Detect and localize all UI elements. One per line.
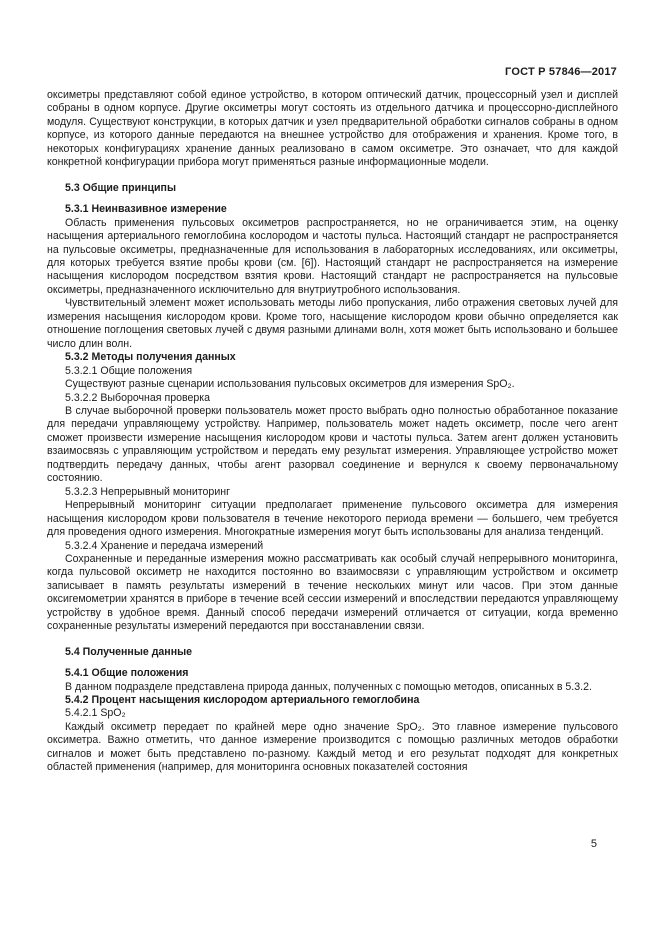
paragraph: В случае выборочной проверки пользователь может просто выбрать одно полностью обработанное показание для передачи управляющему устройству. Например, пользователь может надеть оксиметр, после чего агент сможет произвести измерение насыщения кислородом крови и частоты пульса. Затем агент должен установить взаимосвязь с управляющим устройством и передать ему результат измерения. Управляющее устройство может подтвердить передачу данных, чтобы агент разорвал соединение и вернулся к своему первоначальному состоянию.: [47, 404, 618, 485]
page-number: 5: [590, 838, 597, 850]
document-code-header: ГОСТ Р 57846—2017: [505, 66, 617, 78]
paragraph: Непрерывный мониторинг ситуации предполагает применение пульсового оксиметра для измерения насыщения кислородом крови пользователя в течение некоторого периода времени — большего, чем требуется для проведения одного измерения. Многократные измерения могут быть использованы для анализа тенденций.: [47, 499, 618, 539]
section-heading: 5.3 Общие принципы: [65, 181, 176, 194]
paragraph: Область применения пульсовых оксиметров распространяется, но не ограничивается этим, на оценку насыщения артериального гемоглобина кослородом и частоты пульса. Настоящий стандарт не распространяется на пульсовые оксиметры, предназначенные для использования в лабораторных исследованиях, или оксиметры, для которых требуется взятие пробы крови (см. [6]). Настоящий стандарт не распространяется на измерение насыщения кислородом посредством взятия крови. Настоящий стандарт не распространяется на пульсовые оксиметры, предназначенного исключительно для внутриутробного использования.: [47, 216, 618, 296]
document-content: [47, 89, 618, 775]
paragraph: оксиметры представляют собой единое устройство, в котором оптический датчик, процессорный узел и дисплей собраны в одном корпусе. Другие оксиметры могут состоять из отдельного датчика и процессорно-дисплейного модуля. Существуют конструкции, в которых датчик и узел предварительной обработки сигналов собраны в одном корпусе, из которого данные передаются на внешнее устройство для отображения и хранения. Кроме того, в некоторых конфигурациях хранение данных реализовано в самом оксиметре. Это означает, что для каждой конкретной конфигурации прибора могут применяться разные информационные модели.: [47, 89, 618, 169]
paragraph: Чувствительный элемент может использовать методы либо пропускания, либо отражения световых лучей для измерения насыщения кислородом крови. Кроме того, насыщение кислородом крови обычно определяется как отношение поглощения световых лучей с двумя разными длинами волн, хотя может быть использовано и большее число длин волн.: [47, 297, 618, 350]
section-heading: 5.3.2.3 Непрерывный мониторинг: [65, 485, 230, 498]
section-heading: 5.3.2.4 Хранение и передача измерений: [65, 539, 264, 552]
section-heading: 5.3.2 Методы получения данных: [65, 351, 236, 364]
section-heading: 5.4.2 Процент насыщения кислородом артериального гемоглобина: [65, 694, 420, 707]
paragraph: Существуют разные сценарии использования пульсовых оксиметров для измерения SpO₂.: [65, 378, 515, 391]
section-heading: 5.3.2.1 Общие положения: [65, 364, 193, 377]
section-heading: 5.4 Полученные данные: [65, 645, 193, 658]
paragraph: Каждый оксиметр передает по крайней мере одно значение SpO₂. Это главное измерение пульсового оксиметра. Важно отметить, что данное измерение производится с помощью различных методов обработки сигналов и может быть представлено по-разному. Каждый метод и его результат подходят для конкретных областей применения (например, для мониторинга основных показателей состояния: [47, 720, 618, 774]
paragraph: В данном подразделе представлена природа данных, полученных с помощью методов, описанных в 5.3.2.: [65, 680, 592, 693]
section-heading: 5.4.2.1 SpO₂: [65, 707, 126, 720]
section-heading: 5.3.2.2 Выборочная проверка: [65, 391, 211, 404]
section-heading: 5.3.1 Неинвазивное измерение: [65, 203, 227, 216]
paragraph: Сохраненные и переданные измерения можно рассматривать как особый случай непрерывного мониторинга, когда пульсовой оксиметр не находится постоянно во взаимосвязи с управляющим устройством и оксиметр записывает в память результаты измерений в течение нескольких минут или часов. При этом данные оксигемометрии хранятся в приборе в течение всей сессии измерений и впоследствии передаются управляющему устройству в удобное время. Данный способ передачи измерений отличается от ситуации, когда временно сохраненные результаты измерений передаются при восстанавлении связи.: [47, 552, 618, 633]
section-heading: 5.4.1 Общие положения: [65, 667, 189, 680]
